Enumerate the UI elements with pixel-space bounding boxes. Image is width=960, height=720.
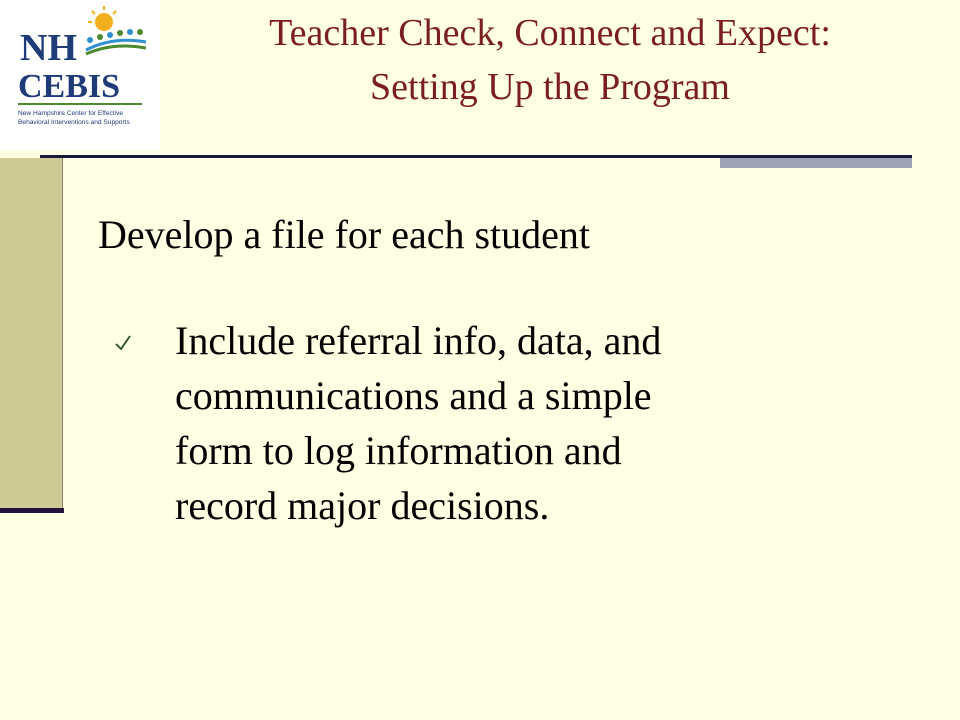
people-chain-icon	[86, 29, 146, 54]
left-accent-strip	[0, 158, 63, 508]
logo-tagline-line2: Behavioral Interventions and Supports	[18, 119, 130, 126]
left-strip-base	[0, 508, 64, 513]
title-rule	[40, 155, 720, 158]
bullet-text	[175, 313, 895, 533]
logo-graphic	[0, 0, 160, 150]
title-line-1: Teacher Check, Connect and Expect:	[269, 12, 831, 54]
logo-tagline-line1: New Hampshire Center for Effective	[18, 110, 124, 117]
sun-icon	[88, 6, 116, 31]
logo-nh-text: NH	[20, 27, 77, 69]
bullet-line-3: form to log information and	[175, 428, 622, 473]
slide-title	[180, 6, 920, 114]
bullet-line-2: communications and a simple	[175, 373, 652, 418]
accent-band	[720, 158, 912, 168]
bullet-line-1: Include referral info, data, and	[175, 318, 662, 363]
logo-cebis-text: CEBIS	[18, 68, 121, 105]
bullet-line-4: record major decisions.	[175, 483, 550, 528]
title-line-2: Setting Up the Program	[370, 66, 730, 108]
content-heading: Develop a file for each student	[98, 212, 591, 257]
checkmark-icon	[113, 333, 133, 353]
nh-cebis-logo	[0, 0, 160, 150]
